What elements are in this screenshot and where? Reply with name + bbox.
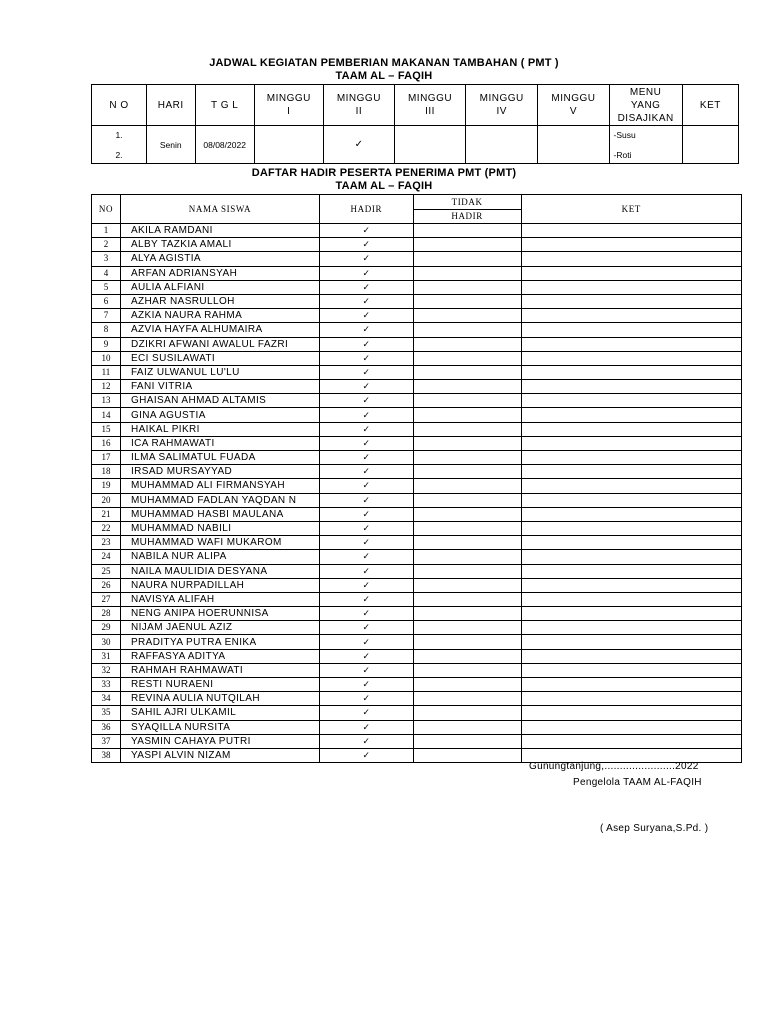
student-name: IRSAD MURSAYYAD (120, 465, 319, 479)
schedule-subtitle: TAAM AL – FAQIH (335, 70, 433, 82)
table-row (92, 394, 742, 408)
student-tidak-hadir (413, 422, 521, 436)
table-row (92, 422, 742, 436)
student-no: 29 (92, 621, 121, 635)
table-row (92, 266, 742, 280)
student-name: NIJAM JAENUL AZIZ (120, 621, 319, 635)
attendance-header-ket: KET (521, 195, 741, 224)
student-hadir-check: ✓ (319, 607, 413, 621)
student-no: 6 (92, 294, 121, 308)
student-name: FANI VITRIA (120, 380, 319, 394)
student-name: RAFFASYA ADITYA (120, 649, 319, 663)
student-tidak-hadir (413, 380, 521, 394)
student-ket (521, 238, 741, 252)
student-tidak-hadir (413, 550, 521, 564)
student-no: 19 (92, 479, 121, 493)
student-hadir-check: ✓ (319, 451, 413, 465)
student-name: HAIKAL PIKRI (120, 422, 319, 436)
table-row (92, 294, 742, 308)
student-ket (521, 351, 741, 365)
table-row (92, 678, 742, 692)
student-hadir-check: ✓ (319, 408, 413, 422)
student-name: NABILA NUR ALIPA (120, 550, 319, 564)
student-name: SAHIL AJRI ULKAMIL (120, 706, 319, 720)
table-row (92, 692, 742, 706)
student-tidak-hadir (413, 649, 521, 663)
student-no: 7 (92, 309, 121, 323)
student-tidak-hadir (413, 294, 521, 308)
table-row (92, 365, 742, 379)
table-row (92, 493, 742, 507)
student-name: GHAISAN AHMAD ALTAMIS (120, 394, 319, 408)
student-no: 28 (92, 607, 121, 621)
student-ket (521, 564, 741, 578)
student-hadir-check: ✓ (319, 309, 413, 323)
student-no: 23 (92, 536, 121, 550)
student-tidak-hadir (413, 394, 521, 408)
student-tidak-hadir (413, 635, 521, 649)
student-name: AZHAR NASRULLOH (120, 294, 319, 308)
student-hadir-check: ✓ (319, 578, 413, 592)
table-row (92, 280, 742, 294)
student-tidak-hadir (413, 536, 521, 550)
student-tidak-hadir (413, 252, 521, 266)
student-hadir-check: ✓ (319, 692, 413, 706)
student-no: 35 (92, 706, 121, 720)
attendance-title: DAFTAR HADIR PESERTA PENERIMA PMT (PMT) (251, 167, 517, 179)
student-hadir-check: ✓ (319, 394, 413, 408)
schedule-header-no: N O (92, 85, 147, 126)
student-hadir-check: ✓ (319, 380, 413, 394)
student-ket (521, 280, 741, 294)
student-hadir-check: ✓ (319, 224, 413, 238)
table-row (92, 578, 742, 592)
schedule-header-ket: KET (682, 85, 738, 126)
student-no: 33 (92, 678, 121, 692)
student-no: 38 (92, 748, 121, 762)
attendance-table (91, 194, 742, 763)
footer-signer: ( Asep Suryana,S.Pd. ) (600, 823, 709, 834)
schedule-cell-menu: -Susu -Roti (609, 126, 682, 164)
student-name: SYAQILLA NURSITA (120, 720, 319, 734)
schedule-header-menu: MENU YANG DISAJIKAN (609, 85, 682, 126)
student-ket (521, 451, 741, 465)
student-no: 27 (92, 592, 121, 606)
table-row (92, 607, 742, 621)
student-no: 37 (92, 734, 121, 748)
table-row (92, 706, 742, 720)
student-no: 13 (92, 394, 121, 408)
attendance-header-row (92, 195, 742, 224)
student-name: AZVIA HAYFA ALHUMAIRA (120, 323, 319, 337)
schedule-cell-tgl: 08/08/2022 (195, 126, 254, 164)
student-name: ARFAN ADRIANSYAH (120, 266, 319, 280)
student-tidak-hadir (413, 578, 521, 592)
student-name: MUHAMMAD WAFI MUKAROM (120, 536, 319, 550)
table-row (92, 465, 742, 479)
schedule-header-row (92, 85, 739, 126)
student-hadir-check: ✓ (319, 720, 413, 734)
student-no: 10 (92, 351, 121, 365)
student-tidak-hadir (413, 309, 521, 323)
table-row (92, 351, 742, 365)
student-tidak-hadir (413, 564, 521, 578)
student-ket (521, 323, 741, 337)
table-row (92, 408, 742, 422)
student-tidak-hadir (413, 748, 521, 762)
student-no: 9 (92, 337, 121, 351)
student-tidak-hadir (413, 607, 521, 621)
student-tidak-hadir (413, 678, 521, 692)
student-no: 21 (92, 507, 121, 521)
student-tidak-hadir (413, 507, 521, 521)
table-row (92, 734, 742, 748)
student-tidak-hadir (413, 224, 521, 238)
student-ket (521, 734, 741, 748)
student-ket (521, 578, 741, 592)
schedule-header-minggu-1: MINGGU I (254, 85, 323, 126)
schedule-cell-minggu-1 (254, 126, 323, 164)
table-row (92, 224, 742, 238)
schedule-cell-minggu-2: ✓ (323, 126, 394, 164)
student-tidak-hadir (413, 479, 521, 493)
student-name: NENG ANIPA HOERUNNISA (120, 607, 319, 621)
table-row (92, 451, 742, 465)
table-row (92, 536, 742, 550)
student-name: RESTI NURAENI (120, 678, 319, 692)
student-ket (521, 337, 741, 351)
schedule-cell-minggu-3 (394, 126, 465, 164)
student-tidak-hadir (413, 692, 521, 706)
student-hadir-check: ✓ (319, 621, 413, 635)
student-name: YASMIN CAHAYA PUTRI (120, 734, 319, 748)
student-no: 32 (92, 663, 121, 677)
student-tidak-hadir (413, 436, 521, 450)
footer-place-date: Gunungtanjung,.......................2022 (529, 761, 699, 772)
student-ket (521, 408, 741, 422)
student-no: 3 (92, 252, 121, 266)
student-name: ILMA SALIMATUL FUADA (120, 451, 319, 465)
student-ket (521, 394, 741, 408)
student-no: 31 (92, 649, 121, 663)
schedule-header-minggu-5: MINGGU V (538, 85, 609, 126)
student-hadir-check: ✓ (319, 436, 413, 450)
table-row (92, 436, 742, 450)
student-hadir-check: ✓ (319, 422, 413, 436)
student-hadir-check: ✓ (319, 238, 413, 252)
student-ket (521, 465, 741, 479)
student-no: 8 (92, 323, 121, 337)
student-tidak-hadir (413, 720, 521, 734)
student-no: 36 (92, 720, 121, 734)
student-name: GINA AGUSTIA (120, 408, 319, 422)
student-ket (521, 252, 741, 266)
student-hadir-check: ✓ (319, 252, 413, 266)
schedule-header-hari: HARI (146, 85, 195, 126)
student-name: NAURA NURPADILLAH (120, 578, 319, 592)
student-ket (521, 607, 741, 621)
schedule-table (91, 84, 739, 164)
student-no: 4 (92, 266, 121, 280)
table-row (92, 380, 742, 394)
student-name: MUHAMMAD HASBI MAULANA (120, 507, 319, 521)
student-ket (521, 649, 741, 663)
student-no: 18 (92, 465, 121, 479)
student-hadir-check: ✓ (319, 550, 413, 564)
student-ket (521, 436, 741, 450)
table-row (92, 635, 742, 649)
table-row (92, 309, 742, 323)
student-hadir-check: ✓ (319, 521, 413, 535)
student-hadir-check: ✓ (319, 280, 413, 294)
student-hadir-check: ✓ (319, 337, 413, 351)
student-name: NAVISYA ALIFAH (120, 592, 319, 606)
student-no: 24 (92, 550, 121, 564)
student-tidak-hadir (413, 266, 521, 280)
student-ket (521, 592, 741, 606)
student-tidak-hadir (413, 592, 521, 606)
student-ket (521, 692, 741, 706)
student-name: ECI SUSILAWATI (120, 351, 319, 365)
student-ket (521, 521, 741, 535)
schedule-header-minggu-4: MINGGU IV (466, 85, 538, 126)
student-hadir-check: ✓ (319, 493, 413, 507)
student-tidak-hadir (413, 621, 521, 635)
attendance-header-no: NO (92, 195, 121, 224)
student-hadir-check: ✓ (319, 294, 413, 308)
student-tidak-hadir (413, 706, 521, 720)
footer-role: Pengelola TAAM AL-FAQIH (573, 777, 702, 788)
student-tidak-hadir (413, 365, 521, 379)
student-no: 20 (92, 493, 121, 507)
student-ket (521, 266, 741, 280)
student-name: AKILA RAMDANI (120, 224, 319, 238)
student-hadir-check: ✓ (319, 479, 413, 493)
student-tidak-hadir (413, 663, 521, 677)
table-row (92, 663, 742, 677)
student-no: 11 (92, 365, 121, 379)
schedule-header-minggu-2: MINGGU II (323, 85, 394, 126)
schedule-cell-minggu-4 (466, 126, 538, 164)
student-name: NAILA MAULIDIA DESYANA (120, 564, 319, 578)
student-ket (521, 621, 741, 635)
student-no: 26 (92, 578, 121, 592)
student-hadir-check: ✓ (319, 536, 413, 550)
student-no: 1 (92, 224, 121, 238)
student-name: PRADITYA PUTRA ENIKA (120, 635, 319, 649)
student-no: 5 (92, 280, 121, 294)
student-no: 2 (92, 238, 121, 252)
student-tidak-hadir (413, 337, 521, 351)
table-row (92, 550, 742, 564)
student-ket (521, 365, 741, 379)
table-row (92, 564, 742, 578)
student-no: 15 (92, 422, 121, 436)
table-row (92, 238, 742, 252)
schedule-cell-no: 1. 2. (92, 126, 147, 164)
table-row (92, 621, 742, 635)
table-row (92, 521, 742, 535)
student-name: MUHAMMAD ALI FIRMANSYAH (120, 479, 319, 493)
student-no: 16 (92, 436, 121, 450)
student-hadir-check: ✓ (319, 365, 413, 379)
student-hadir-check: ✓ (319, 323, 413, 337)
schedule-row (92, 126, 739, 164)
student-name: ICA RAHMAWATI (120, 436, 319, 450)
attendance-header-hadir: HADIR (319, 195, 413, 224)
student-ket (521, 706, 741, 720)
student-name: MUHAMMAD NABILI (120, 521, 319, 535)
table-row (92, 507, 742, 521)
student-ket (521, 294, 741, 308)
student-hadir-check: ✓ (319, 734, 413, 748)
table-row (92, 252, 742, 266)
student-name: DZIKRI AFWANI AWALUL FAZRI (120, 337, 319, 351)
student-name: AULIA ALFIANI (120, 280, 319, 294)
student-ket (521, 507, 741, 521)
table-row (92, 337, 742, 351)
attendance-subtitle: TAAM AL – FAQIH (335, 180, 433, 192)
schedule-header-minggu-3: MINGGU III (394, 85, 465, 126)
student-name: MUHAMMAD FADLAN YAQDAN N (120, 493, 319, 507)
student-tidak-hadir (413, 521, 521, 535)
student-ket (521, 536, 741, 550)
student-no: 14 (92, 408, 121, 422)
student-ket (521, 380, 741, 394)
student-tidak-hadir (413, 408, 521, 422)
student-name: ALYA AGISTIA (120, 252, 319, 266)
student-name: FAIZ ULWANUL LU'LU (120, 365, 319, 379)
student-hadir-check: ✓ (319, 649, 413, 663)
student-tidak-hadir (413, 238, 521, 252)
student-no: 12 (92, 380, 121, 394)
student-no: 22 (92, 521, 121, 535)
student-hadir-check: ✓ (319, 564, 413, 578)
student-no: 17 (92, 451, 121, 465)
student-tidak-hadir (413, 280, 521, 294)
attendance-header-tidak-hadir: TIDAK HADIR (413, 195, 521, 224)
student-ket (521, 224, 741, 238)
student-ket (521, 422, 741, 436)
schedule-cell-ket (682, 126, 738, 164)
student-ket (521, 309, 741, 323)
student-name: REVINA AULIA NUTQILAH (120, 692, 319, 706)
student-hadir-check: ✓ (319, 678, 413, 692)
table-row (92, 720, 742, 734)
table-row (92, 649, 742, 663)
student-hadir-check: ✓ (319, 706, 413, 720)
student-hadir-check: ✓ (319, 748, 413, 762)
table-row (92, 592, 742, 606)
student-ket (521, 678, 741, 692)
student-ket (521, 550, 741, 564)
table-row (92, 479, 742, 493)
student-ket (521, 493, 741, 507)
student-name: YASPI ALVIN NIZAM (120, 748, 319, 762)
student-tidak-hadir (413, 465, 521, 479)
student-hadir-check: ✓ (319, 351, 413, 365)
student-hadir-check: ✓ (319, 507, 413, 521)
student-tidak-hadir (413, 493, 521, 507)
schedule-cell-hari: Senin (146, 126, 195, 164)
student-hadir-check: ✓ (319, 266, 413, 280)
student-no: 30 (92, 635, 121, 649)
student-hadir-check: ✓ (319, 663, 413, 677)
student-ket (521, 663, 741, 677)
student-no: 34 (92, 692, 121, 706)
table-row (92, 323, 742, 337)
student-name: AZKIA NAURA RAHMA (120, 309, 319, 323)
student-hadir-check: ✓ (319, 635, 413, 649)
student-tidak-hadir (413, 351, 521, 365)
student-hadir-check: ✓ (319, 465, 413, 479)
student-ket (521, 635, 741, 649)
student-ket (521, 720, 741, 734)
student-name: ALBY TAZKIA AMALI (120, 238, 319, 252)
student-tidak-hadir (413, 734, 521, 748)
student-ket (521, 479, 741, 493)
schedule-title: JADWAL KEGIATAN PEMBERIAN MAKANAN TAMBAHAN ( PMT ) (209, 57, 559, 69)
student-tidak-hadir (413, 323, 521, 337)
student-no: 25 (92, 564, 121, 578)
student-hadir-check: ✓ (319, 592, 413, 606)
student-tidak-hadir (413, 451, 521, 465)
schedule-cell-minggu-5 (538, 126, 609, 164)
student-name: RAHMAH RAHMAWATI (120, 663, 319, 677)
schedule-header-tgl: T G L (195, 85, 254, 126)
attendance-header-nama: NAMA SISWA (120, 195, 319, 224)
